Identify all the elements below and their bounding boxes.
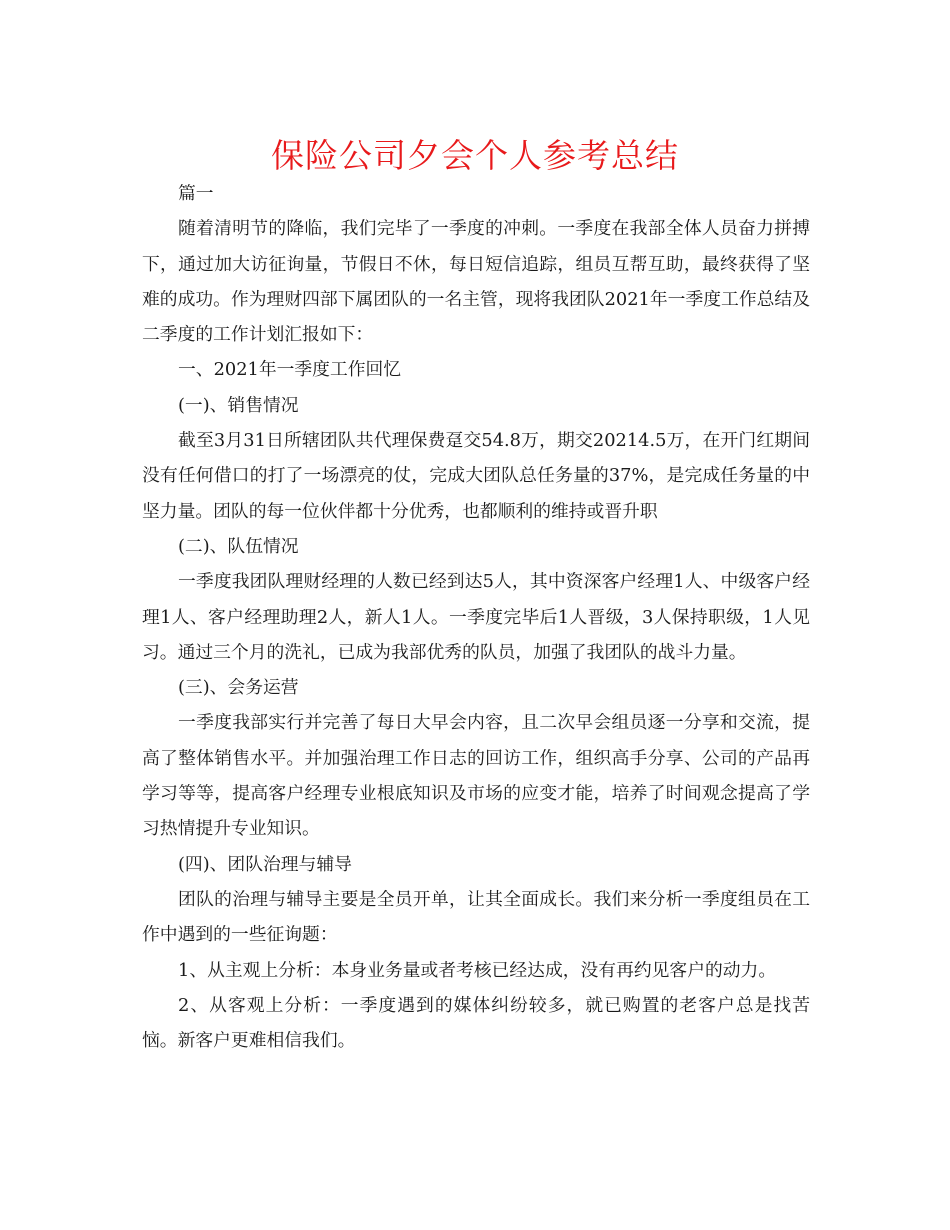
- subheading-meetings: (三)、会务运营: [178, 677, 299, 699]
- subheading-sales: (一)、销售情况: [178, 394, 299, 416]
- document-title: 保险公司夕会个人参考总结: [271, 136, 679, 175]
- document-body: [142, 176, 810, 1058]
- subheading-team: (二)、队伍情况: [178, 535, 299, 557]
- sales-paragraph: 截至3月31日所辖团队共代理保费趸交54.8万，期交20214.5万，在开门红期间没有任何借口的打了一场漂亮的仗，完成大团队总任务量的37%，是完成任务量的中坚力量。团队的每一位伙伴都十分优秀，也都顺利的维持或晋升职: [142, 430, 810, 522]
- analysis-item-1: 1、从主观上分析：本身业务量或者考核已经达成，没有再约见客户的动力。: [178, 959, 777, 981]
- intro-paragraph: 随着清明节的降临，我们完毕了一季度的冲刺。一季度在我部全体人员奋力拼搏下，通过加大访征询量，节假日不休，每日短信追踪，组员互帮互助，最终获得了坚难的成功。作为理财四部下属团队的一名主管，现将我团队2021年一季度工作总结及二季度的工作计划汇报如下：: [142, 218, 810, 346]
- subheading-management: (四)、团队治理与辅导: [178, 853, 352, 875]
- section-label: 篇一: [178, 183, 214, 204]
- management-paragraph: 团队的治理与辅导主要是全员开单，让其全面成长。我们来分析一季度组员在工作中遇到的一些征询题：: [142, 888, 810, 946]
- heading-review: 一、2021年一季度工作回忆: [178, 359, 402, 381]
- team-paragraph: 一季度我团队理财经理的人数已经到达5人，其中资深客户经理1人、中级客户经理1人、客户经理助理2人，新人1人。一季度完毕后1人晋级，3人保持职级，1人见习。通过三个月的洗礼，已成为我部优秀的队员，加强了我团队的战斗力量。: [142, 571, 810, 663]
- meetings-paragraph: 一季度我部实行并完善了每日大早会内容，且二次早会组员逐一分享和交流，提高了整体销售水平。并加强治理工作日志的回访工作，组织高手分享、公司的产品再学习等等，提高客户经理专业根底知识及市场的应变才能，培养了时间观念提高了学习热情提升专业知识。: [142, 712, 810, 840]
- analysis-item-2: 2、从客观上分析：一季度遇到的媒体纠纷较多，就已购置的老客户总是找苦恼。新客户更难相信我们。: [142, 994, 810, 1052]
